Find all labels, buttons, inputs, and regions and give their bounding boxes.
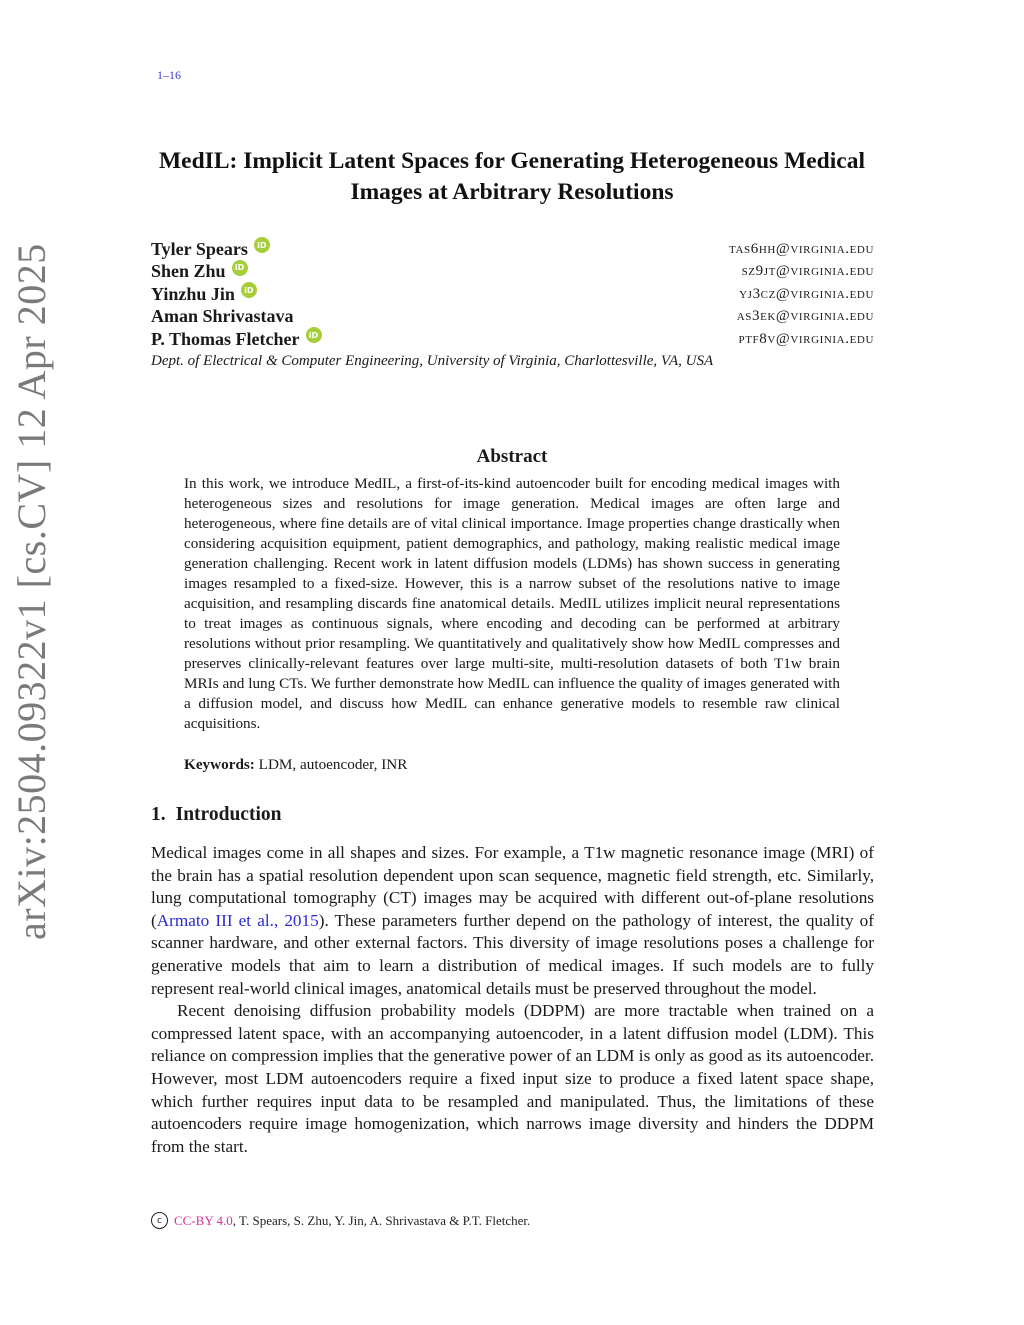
arxiv-stamp[interactable]: arXiv:2504.09322v1 [cs.CV] 12 Apr 2025 <box>9 243 54 940</box>
author-row <box>151 261 874 284</box>
orcid-icon[interactable]: iD <box>306 327 322 343</box>
author-row <box>151 306 874 329</box>
author-row <box>151 328 874 351</box>
author-email[interactable]: as3ek@virginia.edu <box>736 308 874 325</box>
author-name-text: Aman Shrivastava <box>151 306 294 327</box>
author-name <box>151 261 248 282</box>
footer-credits: , T. Spears, S. Zhu, Y. Jin, A. Shrivastava & P.T. Fletcher. <box>232 1212 531 1228</box>
author-name <box>151 329 322 350</box>
author-name-text: Shen Zhu <box>151 261 226 282</box>
author-name-text: Tyler Spears <box>151 238 248 259</box>
abstract-heading: Abstract <box>476 446 548 467</box>
author-email[interactable]: ptf8v@virginia.edu <box>738 330 874 347</box>
author-name <box>151 306 294 327</box>
keywords <box>184 756 840 774</box>
orcid-icon[interactable]: iD <box>232 260 248 276</box>
section-number: 1. <box>151 804 166 825</box>
paragraph-text: ). These parameters further depend on the pathology of interest, the quality of scanner hardware, and other external factors. This diversity of image resolutions poses a challenge for generative models that aim to learn a distribution of medical images. If such models are to fully represent real-world clinical images, anatomical details must be preserved throughout the model. <box>151 910 875 998</box>
keywords-list: LDM, autoencoder, INR <box>258 756 408 773</box>
paper-title: MedIL: Implicit Latent Spaces for Generating Heterogeneous Medical Images at Arbitrary Resolutions <box>159 148 865 205</box>
citation-link[interactable]: Armato III et al., 2015 <box>156 910 319 930</box>
author-row <box>151 283 874 306</box>
author-email[interactable]: tas6hh@virginia.edu <box>729 240 874 257</box>
abstract-text: In this work, we introduce MedIL, a first-of-its-kind autoencoder built for encoding medical images with heterogeneous sizes and resolutions for image generation. Medical images are often large and heterogeneous, where fine details are of vital clinical importance. Image properties change drastically when considering acquisition equipment, patient demographics, and pathology, making realistic medical image generation challenging. Recent work in latent diffusion models (LDMs) has shown success in generating images resampled to a fixed-size. However, this is a narrow subset of the resolutions native to image acquisition, and resampling discards fine anatomical details. MedIL utilizes implicit neural representations to treat images as continuous signals, where encoding and decoding can be performed at arbitrary resolutions without prior resampling. We quantitatively and qualitatively show how MedIL compresses and preserves clinically-relevant features over large multi-site, multi-resolution datasets of both T1w brain MRIs and lung CTs. We further demonstrate how MedIL can influence the quality of images generated with a diffusion model, and discuss how MedIL can enhance generative models to resemble raw clinical acquisitions. <box>184 475 840 732</box>
author-block <box>151 238 874 370</box>
author-name <box>151 239 270 260</box>
section-body <box>151 842 874 1158</box>
author-email[interactable]: yj3cz@virginia.edu <box>739 285 874 302</box>
license-link[interactable]: CC-BY 4.0 <box>174 1212 233 1228</box>
paragraph-text: Medical images come in all shapes and sizes. For example, a T1w magnetic resonance image (MRI) of the brain has a spatial resolution dependent upon scan sequence, magnetic field strength, etc. Similarly, lung computational tomography (CT) images may be acquired with different out-of-plane resolutions ( <box>151 843 874 930</box>
footer <box>151 1212 530 1229</box>
author-row <box>151 238 874 261</box>
paragraph <box>151 842 874 1000</box>
orcid-icon[interactable]: iD <box>241 282 257 298</box>
author-name-text: P. Thomas Fletcher <box>151 328 300 349</box>
author-name-text: Yinzhu Jin <box>151 283 235 304</box>
author-name <box>151 284 257 305</box>
page-range: 1–16 <box>157 68 181 82</box>
author-email[interactable]: sz9jt@virginia.edu <box>741 263 874 280</box>
orcid-icon[interactable]: iD <box>254 237 270 253</box>
affiliation: Dept. of Electrical & Computer Engineering, University of Virginia, Charlottesville, VA, USA <box>151 352 714 369</box>
copyright-icon: c <box>151 1212 168 1229</box>
section-title: Introduction <box>175 804 282 825</box>
paragraph: Recent denoising diffusion probability models (DDPM) are more tractable when trained on a compressed latent space, with an accompanying autoencoder, in a latent diffusion model (LDM). This reliance on compression implies that the generative power of an LDM is only as good as its autoencoder. However, most LDM autoencoders require a fixed input size to produce a fixed latent space shape, which further requires input data to be resampled and manipulated. Thus, the limitations of these autoencoders require image homogenization, which narrows image diversity and hinders the DDPM from the start. <box>151 1001 874 1156</box>
section-heading <box>151 804 281 826</box>
keywords-label: Keywords: <box>184 756 255 773</box>
